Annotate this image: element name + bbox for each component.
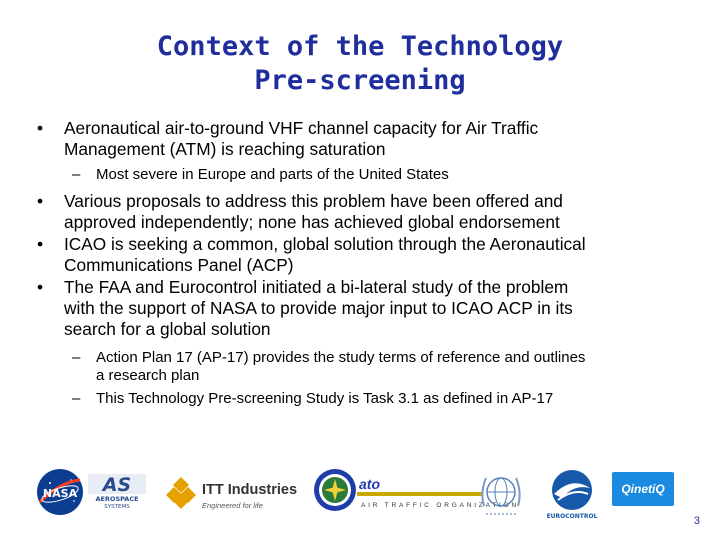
page-number: 3 [693,515,700,527]
itt-emblem-icon [166,476,196,510]
ato-logo-subtitle: AIR TRAFFIC ORGANIZATION [361,502,519,509]
bullet-mark: • [36,191,44,211]
itt-logo-tagline: Engineered for life [202,501,263,510]
partner-logos [0,462,720,522]
sub-bullet-mark: – [72,390,81,407]
slide-body [30,118,700,408]
as-logo-line-1: AEROSPACE [95,495,139,503]
ato-logo-bar [357,492,483,496]
ato-logo [355,476,519,518]
as-logo-line-2: SYSTEMS [104,504,130,510]
bullet-line: search for a global solution [64,319,271,339]
bullet-line: Communications Panel (ACP) [64,255,294,275]
nasa-logo [36,468,84,516]
bullet-line: with the support of NASA to provide major input to ICAO ACP in its [64,298,573,318]
sub-bullet-line: a research plan [96,367,200,384]
slide-title-line-2: Pre-screening [254,65,466,96]
sub-bullet-mark: – [72,166,81,183]
bullet-vhf-capacity [30,118,700,160]
bullet-mark: • [36,234,44,254]
ato-logo-name: ato [359,476,380,492]
sub-bullet-action-plan [30,349,700,385]
as-logo-letters: AS [102,474,132,496]
bullet-mark: • [36,118,44,138]
bullet-line: Various proposals to address this problem have been offered and [64,191,563,211]
bullet-line: ICAO is seeking a common, global solution through the Aeronautical [64,234,586,254]
nasa-logo-text: NASA [42,487,78,500]
slide-title-line-1: Context of the Technology [156,31,564,62]
sub-bullet-mark: – [72,349,81,366]
sub-bullet-line: Action Plan 17 (AP-17) provides the study terms of reference and outlines [96,349,586,366]
bullet-line: Management (ATM) is reaching saturation [64,139,386,159]
sub-bullet-most-severe [30,166,700,184]
bullet-icao-seeking [30,234,700,276]
faa-seal-logo [313,468,357,512]
eurocontrol-logo-text: EUROCONTROL [546,513,598,520]
sub-bullet-task [30,390,700,408]
sub-bullet-line: Most severe in Europe and parts of the United States [96,166,449,183]
itt-industries-logo [166,476,301,514]
qinetiq-logo [612,472,674,506]
bullet-line: approved independently; none has achieved global endorsement [64,212,560,232]
slide-title [0,30,720,98]
icao-logo [476,468,526,520]
aerospace-systems-logo [88,474,146,510]
bullet-line: Aeronautical air-to-ground VHF channel capacity for Air Traffic [64,118,539,138]
eurocontrol-logo [544,466,600,522]
sub-bullet-line: This Technology Pre-screening Study is Task 3.1 as defined in AP-17 [96,390,554,407]
bullet-faa-eurocontrol [30,277,700,340]
bullet-mark: • [36,277,44,297]
qinetiq-logo-text: QinetiQ [621,482,665,496]
itt-logo-name: ITT Industries [202,482,298,498]
bullet-line: The FAA and Eurocontrol initiated a bi-lateral study of the problem [64,277,569,297]
bullet-various-proposals [30,191,700,233]
